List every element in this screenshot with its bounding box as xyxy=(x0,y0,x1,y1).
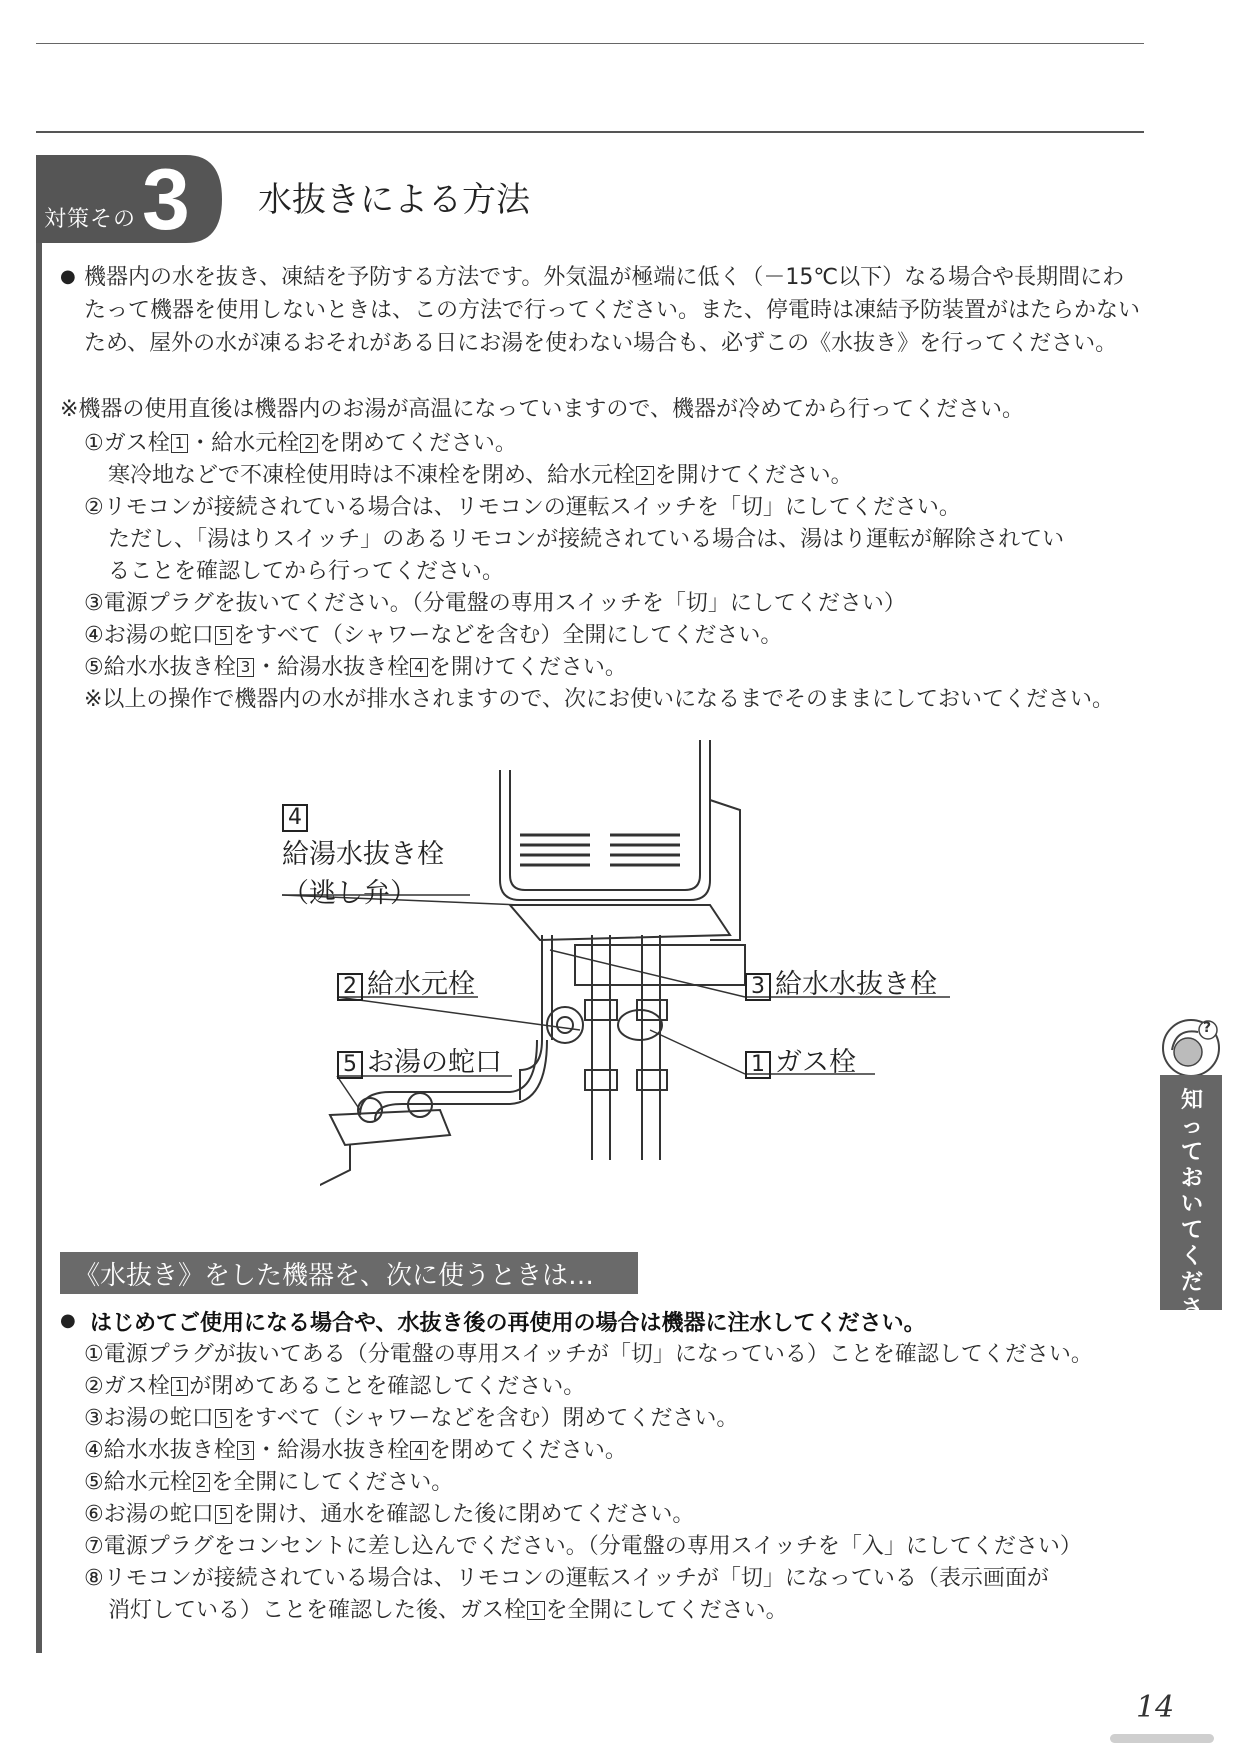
num-box-5: 5 xyxy=(215,1409,233,1428)
intro-note: ※機器の使用直後は機器内のお湯が高温になっていますので、機器が冷めてから行ってください。 xyxy=(60,397,1024,422)
header-rule xyxy=(36,131,1144,133)
bullet-icon: ● xyxy=(60,1310,76,1331)
label-supply-drain-plug: 3 給水水抜き栓 xyxy=(745,962,937,1001)
top-rule xyxy=(36,43,1144,44)
reuse-step-6: ⑥お湯の蛇口 5 を開け、通水を確認した後に閉めてください。 xyxy=(84,1502,695,1527)
reuse-step-4: ④給水水抜き栓 3 ・給湯水抜き栓 4 を閉めてください。 xyxy=(84,1438,627,1463)
reuse-step-2: ②ガス栓 1 が閉めてあることを確認してください。 xyxy=(84,1374,586,1399)
num-box-3: 3 xyxy=(237,1441,255,1460)
num-box-2: 2 xyxy=(193,1473,211,1492)
page-number: 14 xyxy=(1136,1690,1175,1725)
bullet-icon: ● xyxy=(60,266,76,287)
num-box-2: 2 xyxy=(337,973,363,1001)
reuse-step-1: ①電源プラグが抜いてある（分電盤の専用スイッチが「切」になっている）ことを確認してください。 xyxy=(84,1342,1093,1367)
reuse-step-8: ⑧リモコンが接続されている場合は、リモコンの運転スイッチが「切」になっている（表示画面が xyxy=(84,1566,1049,1591)
label-relief-valve: 4 給湯水抜き栓 （逃し弁） xyxy=(282,805,444,909)
reuse-bold-instruction: はじめてご使用になる場合や、水抜き後の再使用の場合は機器に注水してください。 xyxy=(90,1311,926,1336)
num-box-4: 4 xyxy=(410,658,428,677)
num-box-1: 1 xyxy=(527,1601,545,1620)
num-box-1: 1 xyxy=(171,434,189,453)
reuse-step-5: ⑤給水元栓 2 を全開にしてください。 xyxy=(84,1470,454,1495)
step-2-sub-2: ることを確認してから行ってください。 xyxy=(108,559,505,584)
label-water-supply-valve: 2 給水元栓 xyxy=(337,962,475,1001)
side-tab-label: 知っておいてください xyxy=(1180,1088,1203,1347)
page-bar xyxy=(1110,1734,1214,1743)
step-1: ①ガス栓 1 ・給水元栓 2 を閉めてください。 xyxy=(84,431,517,456)
step-5: ⑤給水水抜き栓 3 ・給湯水抜き栓 4 を開けてください。 xyxy=(84,655,627,680)
reuse-step-7: ⑦電源プラグをコンセントに差し込んでください。（分電盤の専用スイッチを「入」にしてください） xyxy=(84,1534,1082,1559)
reuse-step-8-sub: 消灯している）ことを確認した後、ガス栓 1 を全開にしてください。 xyxy=(108,1598,788,1623)
num-box-3: 3 xyxy=(237,658,255,677)
num-box-3: 3 xyxy=(745,973,771,1001)
num-box-5: 5 xyxy=(337,1051,363,1079)
step-1-sub: 寒冷地などで不凍栓使用時は不凍栓を閉め、給水元栓 2 を開けてください。 xyxy=(108,463,853,488)
num-box-1: 1 xyxy=(745,1051,771,1079)
badge-number: 3 xyxy=(142,152,190,248)
num-box-4: 4 xyxy=(282,804,308,832)
left-margin-bar xyxy=(36,155,42,1653)
label-hot-water-faucet: 5 お湯の蛇口 xyxy=(337,1040,502,1079)
label-gas-valve: 1 ガス栓 xyxy=(745,1040,856,1079)
num-box-4: 4 xyxy=(410,1441,428,1460)
num-box-5: 5 xyxy=(215,1505,233,1524)
num-box-5: 5 xyxy=(215,626,233,645)
intro-paragraph: 機器内の水を抜き、凍結を予防する方法です。外気温が極端に低く（－15℃以下）なる場合や長期間にわたって機器を使用しないときは、この方法で行ってください。また、停電時は凍結予防装置がはたらかないため、屋外の水が凍るおそれがある日にお湯を使わない場合も、必ずこの《水抜き》を行ってください。 xyxy=(84,265,1141,356)
step-3: ③電源プラグを抜いてください。（分電盤の専用スイッチを「切」にしてください） xyxy=(84,591,906,616)
section-title: 水抜きによる方法 xyxy=(258,180,530,220)
num-box-2: 2 xyxy=(636,466,654,485)
step-2: ②リモコンが接続されている場合は、リモコンの運転スイッチを「切」にしてください。 xyxy=(84,495,961,520)
question-mark: ? xyxy=(1203,1020,1212,1036)
badge-label: 対策その xyxy=(44,207,137,232)
step-2-sub-1: ただし、「湯はりスイッチ」のあるリモコンが接続されている場合は、湯はり運転が解除されてい xyxy=(108,527,1065,552)
num-box-1: 1 xyxy=(171,1377,189,1396)
reuse-heading: 《水抜き》をした機器を、次に使うときは… xyxy=(74,1261,595,1291)
reuse-step-3: ③お湯の蛇口 5 をすべて（シャワーなどを含む）閉めてください。 xyxy=(84,1406,739,1431)
steps-note: ※以上の操作で機器内の水が排水されますので、次にお使いになるまでそのままにしておいてください。 xyxy=(84,687,1114,712)
person-question-icon xyxy=(1158,1010,1224,1080)
num-box-2: 2 xyxy=(300,434,318,453)
step-4: ④お湯の蛇口 5 をすべて（シャワーなどを含む）全開にしてください。 xyxy=(84,623,783,648)
